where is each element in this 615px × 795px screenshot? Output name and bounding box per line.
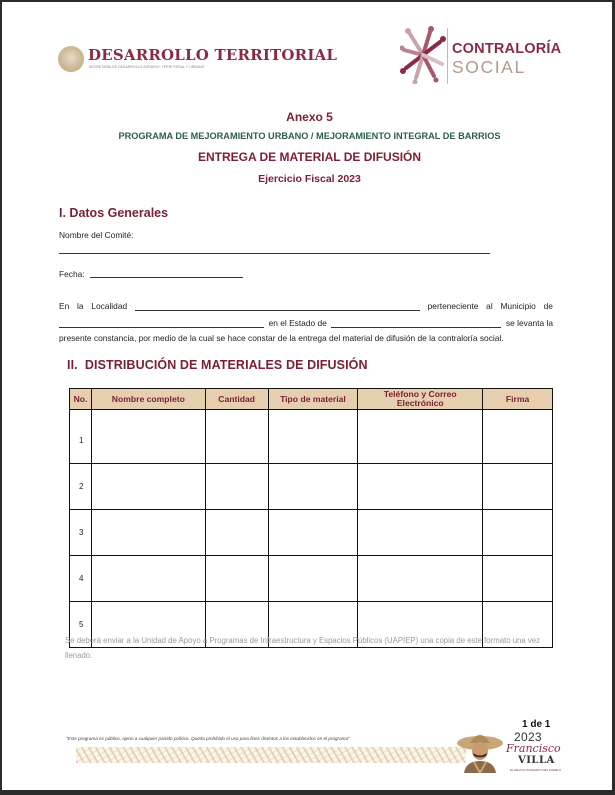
committee-label: Nombre del Comité: [59,230,134,240]
annex-title: Anexo 5 [286,110,333,124]
closing-text: presente constancia, por medio de la cual se hace constar de la entrega del material de difusión de la contraloría social. [59,333,504,343]
logo-line2: SOCIAL [452,57,526,77]
tipo-cell[interactable] [268,556,358,602]
word: En [59,301,70,311]
column-header-contacto: Teléfono y Correo Electrónico [358,389,483,410]
cantidad-cell[interactable] [205,556,268,602]
word: Municipio [500,301,536,311]
francisco-villa-portrait-icon [456,731,504,773]
logo-line1: CONTRALORÍA [452,41,562,57]
commemorative-surname: VILLA [518,755,555,766]
column-header-tipo: Tipo de material [268,389,358,410]
column-header-firma: Firma [483,389,553,410]
fiscal-year: Ejercicio Fiscal 2023 [258,173,361,185]
date-label: Fecha: [59,269,85,279]
document-title: ENTREGA DE MATERIAL DE DIFUSIÓN [197,150,422,164]
cantidad-cell[interactable] [205,410,268,464]
firma-cell[interactable] [483,556,553,602]
row-number: 2 [70,464,92,510]
table-header-row [70,389,553,410]
contacto-cell[interactable] [358,464,483,510]
firma-cell[interactable] [483,410,553,464]
commemorative-name: Francisco [506,742,561,755]
nombre-cell[interactable] [91,556,205,602]
location-paragraph [59,299,553,343]
table-row [70,464,553,510]
row-number: 1 [70,410,92,464]
section-heading-datos-generales: I. Datos Generales [59,206,169,220]
document-page [2,2,612,790]
locality-field[interactable] [135,301,420,311]
municipality-field[interactable] [59,318,264,328]
people-burst-icon [400,26,446,84]
state-label: en el Estado de [268,318,327,328]
cantidad-cell[interactable] [205,464,268,510]
column-header-nombre: Nombre completo [91,389,205,410]
nombre-cell[interactable] [91,464,205,510]
cantidad-cell[interactable] [205,510,268,556]
tipo-cell[interactable] [268,464,358,510]
francisco-villa-2023-logo [448,725,566,777]
word: la [77,301,84,311]
legal-disclaimer: "Este programa es público, ajeno a cualquier partido político. Queda prohibido el uso para fines distintos a los establecidos en el programa" [66,736,350,741]
section-heading-distribucion: II. DISTRIBUCIÓN DE MATERIALES DE DIFUSIÓN [67,358,368,372]
column-header-cantidad: Cantidad [205,389,268,410]
table-row [70,510,553,556]
nombre-cell[interactable] [91,410,205,464]
nombre-cell[interactable] [91,510,205,556]
decorative-pattern-band [76,747,466,763]
commemorative-year: 2023 [514,730,542,744]
contraloria-social-logo [400,26,570,90]
firma-cell[interactable] [483,510,553,556]
distribution-table [69,388,553,648]
submission-note: Se deberá enviar a la Unidad de Apoyo a Programas de Infraestructura y Espacios Públicos (UAPIEP) una copia de este formato una vez llenado. [65,636,541,660]
levanta-text: se levanta la [505,318,553,328]
desarrollo-territorial-logo [58,46,338,76]
committee-field[interactable] [59,253,490,254]
word: Localidad [91,301,128,311]
contacto-cell[interactable] [358,510,483,556]
commemorative-tagline: EL REVOLUCIONARIO DEL PUEBLO [510,768,562,772]
row-number: 5 [70,602,92,648]
state-field[interactable] [331,318,501,328]
word: al [486,301,493,311]
tipo-cell[interactable] [268,510,358,556]
column-header-no: No. [70,389,92,410]
table-row [70,410,553,464]
date-field[interactable] [90,277,243,278]
logo-divider [447,28,448,84]
mexico-seal-icon [58,46,84,72]
word: perteneciente [427,301,479,311]
word: de [543,301,553,311]
page-number: 1 de 1 [522,719,551,730]
row-number: 3 [70,510,92,556]
row-number: 4 [70,556,92,602]
tipo-cell[interactable] [268,410,358,464]
firma-cell[interactable] [483,464,553,510]
program-name: PROGRAMA DE MEJORAMIENTO URBANO / MEJORAMIENTO INTEGRAL DE BARRIOS [118,131,501,141]
contacto-cell[interactable] [358,410,483,464]
logo-title: DESARROLLO TERRITORIAL [88,46,338,64]
logo-subtitle: SECRETARÍA DE DESARROLLO AGRARIO, TERRITORIAL Y URBANO [89,65,205,69]
table-row [70,556,553,602]
contacto-cell[interactable] [358,556,483,602]
